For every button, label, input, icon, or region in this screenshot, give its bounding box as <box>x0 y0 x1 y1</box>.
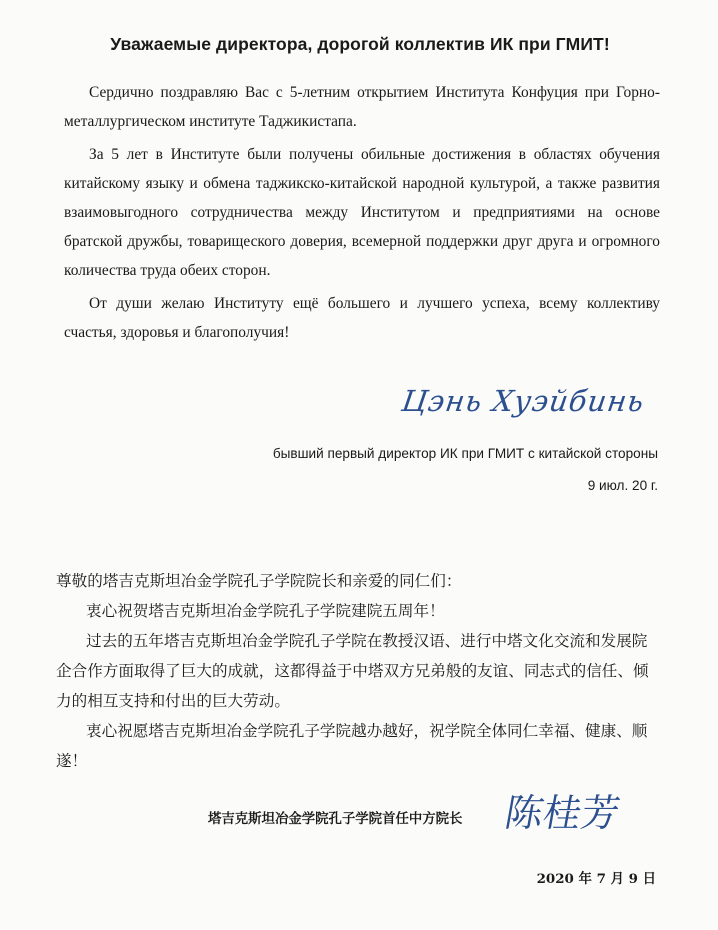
russian-paragraph-3: От души желаю Институту ещё большего и лучшего успеха, всему коллективу счастья, здоровья и благополучия! <box>64 295 660 341</box>
chinese-greeting: 尊敬的塔吉克斯坦冶金学院孔子学院院长和亲爱的同仁们： <box>56 572 462 590</box>
russian-letter-body <box>64 78 660 351</box>
russian-paragraph-2: За 5 лет в Институте были получены обильные достижения в областях обучения китайскому языку и обмена таджикско-китайской народной культурой, а также развития взаимовыгодного сотрудничества между Институтом и предприятиями на основе братской дружбы, товарищеского доверия, всемерной поддержки друг друга и огромного количества труда обеих сторон. <box>64 146 660 279</box>
chinese-paragraph-3: 衷心祝愿塔吉克斯坦冶金学院孔子学院越办越好，祝学院全体同仁幸福、健康、顺遂！ <box>56 722 648 770</box>
chinese-letter-date: 2020 年 7 月 9 日 <box>536 871 656 887</box>
chinese-paragraph-1: 衷心祝贺塔吉克斯坦冶金学院孔子学院建院五周年！ <box>86 602 445 620</box>
chinese-handwritten-signature: 陈桂芳 <box>501 791 624 835</box>
russian-handwritten-signature: Цэнь Хуэйбинь <box>399 384 647 418</box>
russian-paragraph-1: Сердично поздравляю Вас с 5-летним открытием Института Конфуция при Горно-металлургическом институте Таджикистапа. <box>64 84 660 130</box>
russian-signer-title: бывший первый директор ИК при ГМИТ с китайской стороны <box>272 446 658 461</box>
chinese-letter-body <box>56 566 660 776</box>
russian-letter-date: 9 июл. 20 г. <box>587 478 658 493</box>
chinese-signer-title: 塔吉克斯坦冶金学院孔子学院首任中方院长 <box>208 812 463 827</box>
russian-letter-title: Уважаемые директора, дорогой коллектив ИК при ГМИТ! <box>110 34 610 54</box>
chinese-paragraph-2: 过去的五年塔吉克斯坦冶金学院孔子学院在教授汉语、进行中塔文化交流和发展院企合作方面取得了巨大的成就，这都得益于中塔双方兄弟般的友谊、同志式的信任、倾力的相互支持和付出的巨大劳动。 <box>56 632 649 710</box>
